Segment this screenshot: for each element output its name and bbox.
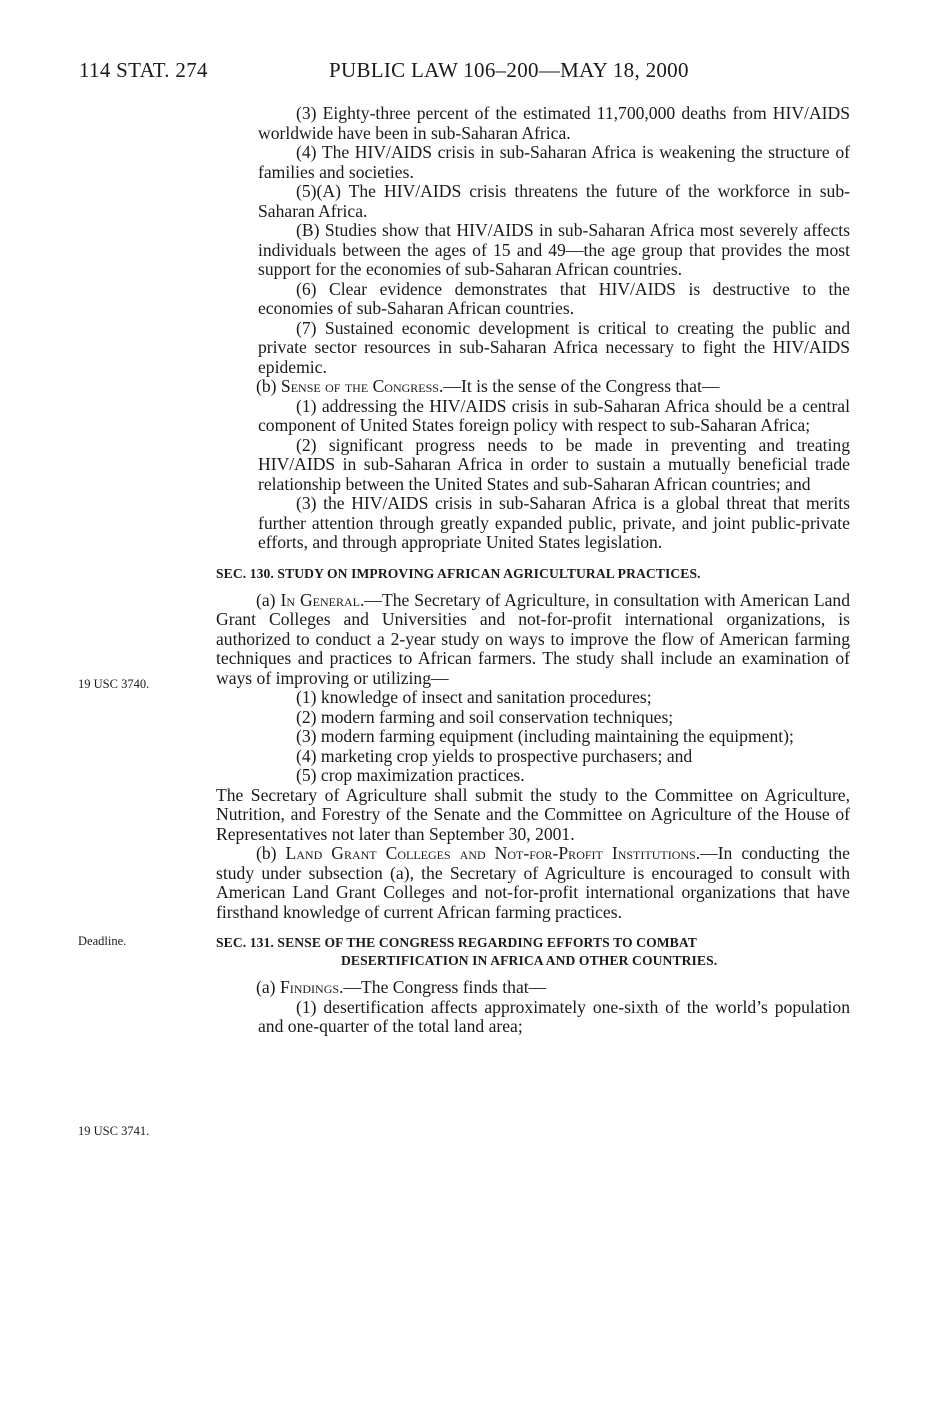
subsection-text: .—The Secretary of Agriculture, in consultation with American Land Grant Colleges and Universities and not-for-profit international organizations, is authorized to conduct a 2-year study on ways to improve the flow of American farming techniques and practices to African farmers. The study shall include an examination of ways of improving or utilizing— — [216, 589, 851, 688]
subsection-intro: .—It is the sense of the Congress that— — [438, 376, 720, 396]
sense-of-congress-subsection — [216, 377, 850, 397]
finding-item: (6) Clear evidence demonstrates that HIV/AIDS is destructive to the economies of sub-Saharan African countries. — [258, 278, 850, 318]
finding-item: (4) The HIV/AIDS crisis in sub-Saharan Africa is weakening the structure of families and societies. — [258, 142, 850, 182]
margin-note-deadline: Deadline. — [78, 934, 127, 948]
study-item: (4) marketing crop yields to prospective purchasers; and — [296, 745, 693, 766]
study-item: (3) modern farming equipment (including maintaining the equipment); — [296, 726, 794, 746]
section-130-subsection-a — [216, 591, 850, 689]
section-131-heading — [216, 934, 850, 970]
section-130-heading: SEC. 130. STUDY ON IMPROVING AFRICAN AGRICULTURAL PRACTICES. — [216, 565, 701, 581]
study-item: (1) knowledge of insect and sanitation procedures; — [296, 687, 652, 707]
sense-item: (3) the HIV/AIDS crisis in sub-Saharan Africa is a global threat that merits further attention through greatly expanded public, private, and joint public-private efforts, and through appropriate United States legislation. — [258, 493, 850, 552]
finding-item: (5)(A) The HIV/AIDS crisis threatens the future of the workforce in sub-Saharan Africa. — [258, 181, 850, 221]
study-item: (2) modern farming and soil conservation techniques; — [296, 706, 674, 727]
section-131-heading-line-2: DESERTIFICATION IN AFRICA AND OTHER COUNTRIES. — [341, 953, 718, 968]
margin-note-usc-3740: 19 USC 3740. — [78, 677, 150, 691]
subsection-heading: Land Grant Colleges and Not-for-Profit Institutions — [285, 843, 696, 863]
finding-item: (3) Eighty-three percent of the estimated 11,700,000 deaths from HIV/AIDS worldwide have been in sub-Saharan Africa. — [258, 103, 850, 143]
subsection-label: (a) — [256, 589, 281, 610]
finding-item: (7) Sustained economic development is critical to creating the public and private sector resources in sub-Saharan Africa necessary to fight the HIV/AIDS epidemic. — [258, 317, 850, 377]
subsection-text: .—In conducting the study under subsection (a), the Secretary of Agriculture is encouraged to consult with American Land Grant Colleges and not-for-profit international organizations that have firsthand knowledge of current African farming practices. — [216, 843, 850, 922]
subsection-heading: Sense of the Congress — [280, 376, 439, 396]
section-130-subsection-b — [216, 844, 850, 922]
section-131-subsection-a — [216, 978, 850, 998]
document-body — [216, 104, 850, 1037]
page-header — [79, 58, 779, 84]
margin-note-usc-3741: 19 USC 3741. — [78, 1124, 150, 1138]
deadline-paragraph: The Secretary of Agriculture shall submit the study to the Committee on Agriculture, Nutrition, and Forestry of the Senate and the Committee on Agriculture of the House of Representatives not later than September 30, 2001. — [216, 784, 850, 844]
public-law-title: PUBLIC LAW 106–200—MAY 18, 2000 — [329, 58, 689, 82]
subsection-heading: Findings — [279, 977, 340, 997]
subsection-label: (a) — [256, 977, 280, 997]
subsection-heading: In General — [280, 589, 360, 610]
study-item: (5) crop maximization practices. — [296, 765, 525, 785]
section-131-heading-line-1: SEC. 131. SENSE OF THE CONGRESS REGARDING EFFORTS TO COMBAT — [216, 935, 697, 950]
subsection-label: (b) — [256, 843, 286, 863]
statute-page-number: 114 STAT. 274 — [79, 58, 208, 82]
subsection-label: (b) — [256, 376, 281, 396]
sense-item: (2) significant progress needs to be made in preventing and treating HIV/AIDS in sub-Saharan Africa in order to sustain a mutually beneficial trade relationship between the United States and sub-Saharan African countries; and — [258, 434, 850, 494]
finding-item: (B) Studies show that HIV/AIDS in sub-Saharan Africa most severely affects individuals between the ages of 15 and 49—the age group that provides the most support for the economies of sub-Saharan African countries. — [258, 220, 850, 279]
subsection-text: .—The Congress finds that— — [339, 977, 547, 997]
sense-item: (1) addressing the HIV/AIDS crisis in sub-Saharan Africa should be a central component of United States foreign policy with respect to sub-Saharan Africa; — [258, 395, 850, 435]
finding-item: (1) desertification affects approximately one-sixth of the world’s population and one-quarter of the total land area; — [258, 996, 850, 1036]
